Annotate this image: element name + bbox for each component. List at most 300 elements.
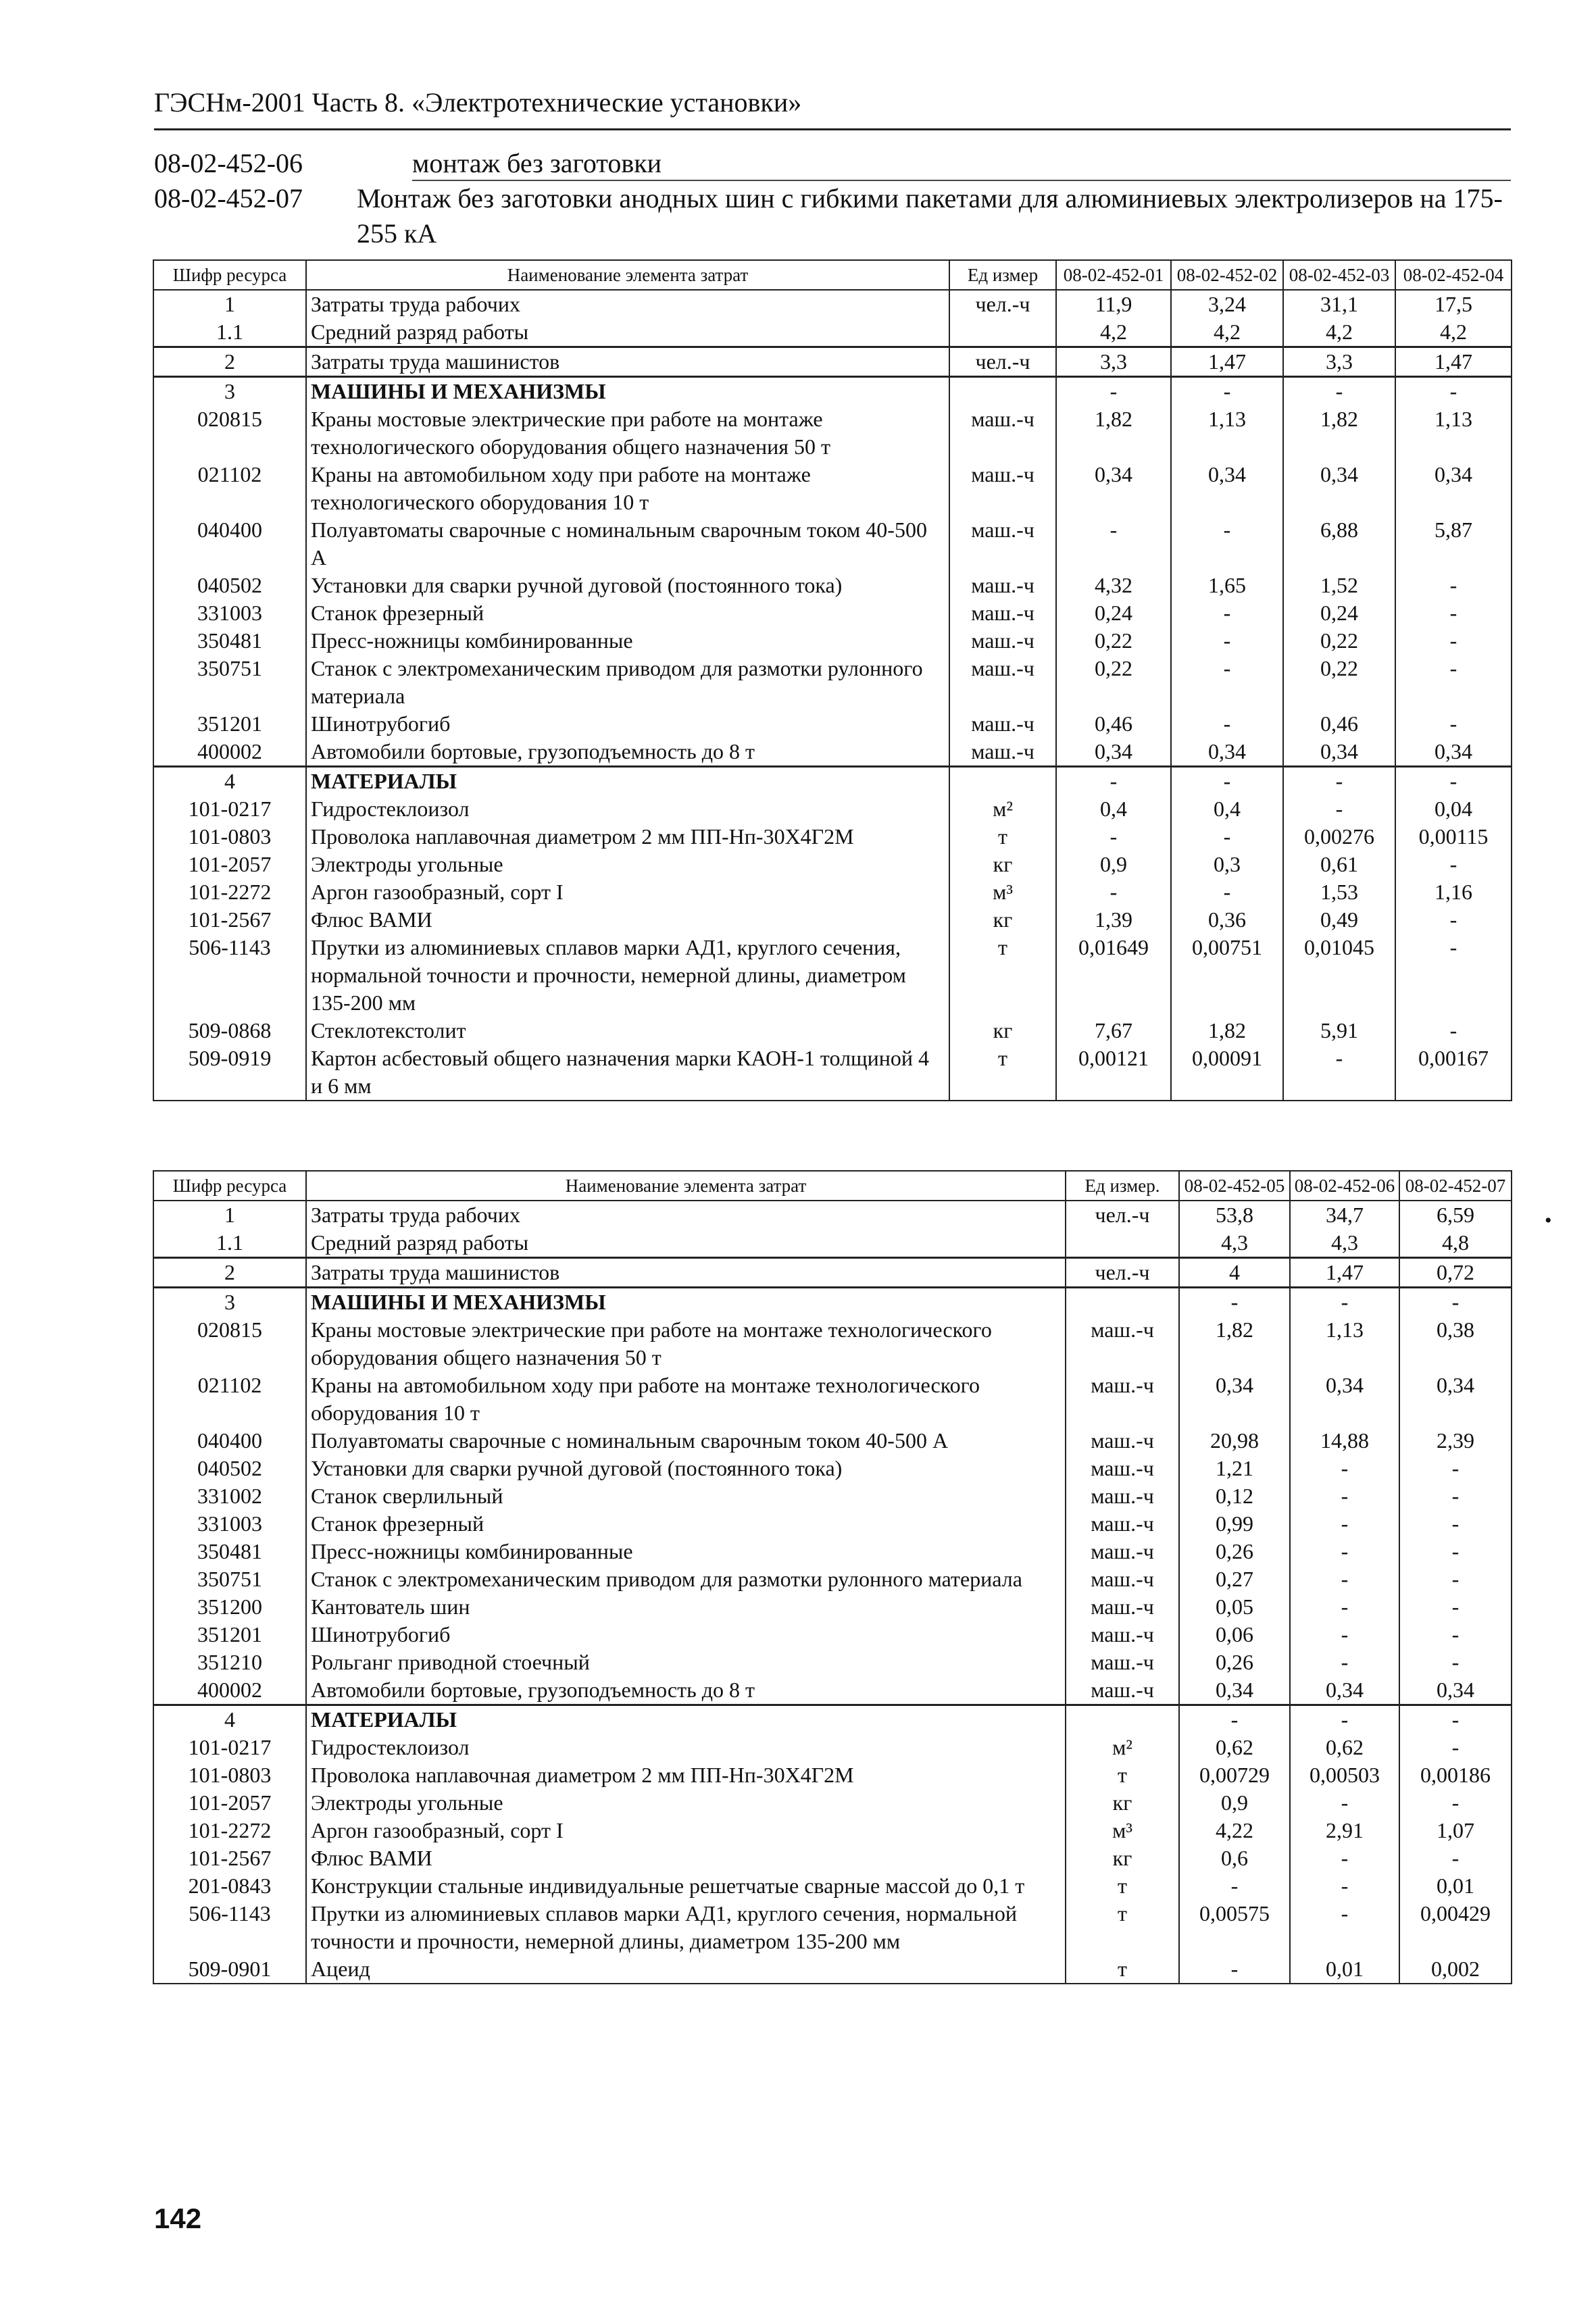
unit: т [949, 934, 1056, 1017]
value-cell: - [1395, 627, 1512, 655]
resource-name: Электроды угольные [306, 851, 949, 878]
value-cell: - [1399, 1510, 1512, 1538]
unit: маш.-ч [949, 627, 1056, 655]
resource-code: 101-2057 [153, 1789, 306, 1817]
resource-code: 2 [153, 347, 306, 377]
resource-name: Установки для сварки ручной дуговой (постоянного тока) [306, 1455, 1066, 1482]
table-row [153, 1258, 1512, 1288]
value-cell: - [1399, 1705, 1512, 1734]
value-cell: - [1399, 1455, 1512, 1482]
column-header: Шифр ресурса [153, 1171, 306, 1201]
value-cell: 1,82 [1179, 1316, 1290, 1372]
value-cell: 20,98 [1179, 1427, 1290, 1455]
value-cell: 0,34 [1395, 738, 1512, 767]
value-cell: 0,22 [1283, 655, 1395, 710]
resource-name: Гидростеклоизол [306, 795, 949, 823]
value-cell: 0,12 [1179, 1482, 1290, 1510]
resource-name: Картон асбестовый общего назначения марки КАОН-1 толщиной 4 и 6 мм [306, 1045, 949, 1101]
value-cell: 0,99 [1179, 1510, 1290, 1538]
column-header: Ед измер. [1066, 1171, 1179, 1201]
value-cell: 11,9 [1056, 290, 1171, 318]
value-cell: 0,05 [1179, 1593, 1290, 1621]
resource-name: Флюс ВАМИ [306, 906, 949, 934]
unit: т [1066, 1761, 1179, 1789]
unit: маш.-ч [1066, 1593, 1179, 1621]
value-cell: 0,6 [1179, 1844, 1290, 1872]
table-row [153, 851, 1512, 878]
unit: м³ [1066, 1817, 1179, 1844]
resource-name: Полуавтоматы сварочные с номинальным сварочным током 40-500 А [306, 516, 949, 572]
value-cell: 1,13 [1290, 1316, 1399, 1372]
unit: маш.-ч [949, 461, 1056, 516]
value-cell: 3,3 [1283, 347, 1395, 377]
resource-name: Прутки из алюминиевых сплавов марки АД1, круглого сечения, нормальной точности и прочности, немерной длины, диаметром 135-200 мм [306, 1900, 1066, 1955]
value-cell: - [1290, 1482, 1399, 1510]
value-cell: 0,72 [1399, 1258, 1512, 1288]
resource-name: Затраты труда машинистов [306, 1258, 1066, 1288]
unit: маш.-ч [1066, 1427, 1179, 1455]
margin-dot: • [1545, 1209, 1552, 1232]
resource-code: 1 [153, 1201, 306, 1229]
unit: т [949, 823, 1056, 851]
table-row [153, 318, 1512, 347]
resource-name: МАШИНЫ И МЕХАНИЗМЫ [306, 1288, 1066, 1317]
value-cell: 14,88 [1290, 1427, 1399, 1455]
resource-code: 101-2057 [153, 851, 306, 878]
unit: т [1066, 1955, 1179, 1984]
value-cell: - [1171, 710, 1283, 738]
resource-code: 101-0217 [153, 795, 306, 823]
value-cell: 0,00186 [1399, 1761, 1512, 1789]
resource-code: 040502 [153, 572, 306, 599]
column-header: 08-02-452-06 [1290, 1171, 1399, 1201]
resource-code: 040400 [153, 516, 306, 572]
value-cell: 0,00751 [1171, 934, 1283, 1017]
value-cell: - [1399, 1789, 1512, 1817]
value-cell: - [1179, 1288, 1290, 1317]
value-cell: - [1283, 795, 1395, 823]
table-row [153, 1427, 1512, 1455]
resource-code: 3 [153, 377, 306, 406]
unit: м² [1066, 1734, 1179, 1761]
value-cell: 0,00503 [1290, 1761, 1399, 1789]
value-cell: 6,59 [1399, 1201, 1512, 1229]
value-cell: 1,47 [1395, 347, 1512, 377]
value-cell: - [1171, 655, 1283, 710]
value-cell: - [1399, 1593, 1512, 1621]
value-cell: 1,13 [1395, 405, 1512, 461]
value-cell: 2,91 [1290, 1817, 1399, 1844]
value-cell: - [1171, 823, 1283, 851]
resource-code: 506-1143 [153, 1900, 306, 1955]
unit [949, 767, 1056, 796]
value-cell: 0,00121 [1056, 1045, 1171, 1101]
value-cell: - [1399, 1844, 1512, 1872]
resource-name: Прутки из алюминиевых сплавов марки АД1, круглого сечения, нормальной точности и прочности, немерной длины, диаметром 135-200 мм [306, 934, 949, 1017]
table-row [153, 1482, 1512, 1510]
table-row [153, 934, 1512, 1017]
value-cell: 4,32 [1056, 572, 1171, 599]
value-cell: 0,9 [1179, 1789, 1290, 1817]
value-cell: 1,52 [1283, 572, 1395, 599]
table-row [153, 738, 1512, 767]
value-cell: - [1395, 767, 1512, 796]
value-cell: - [1290, 1565, 1399, 1593]
column-header: 08-02-452-04 [1395, 260, 1512, 290]
table-row [153, 347, 1512, 377]
resource-code: 101-0217 [153, 1734, 306, 1761]
value-cell: 0,01045 [1283, 934, 1395, 1017]
value-cell: 0,00429 [1399, 1900, 1512, 1955]
resource-name: Гидростеклоизол [306, 1734, 1066, 1761]
resource-name: Автомобили бортовые, грузоподъемность до 8 т [306, 1676, 1066, 1705]
value-cell: 4,8 [1399, 1229, 1512, 1258]
unit: чел.-ч [1066, 1201, 1179, 1229]
table-row [153, 823, 1512, 851]
table-row [153, 1455, 1512, 1482]
resource-code: 509-0901 [153, 1955, 306, 1984]
resource-code: 351201 [153, 1621, 306, 1649]
value-cell: 31,1 [1283, 290, 1395, 318]
value-cell: - [1395, 934, 1512, 1017]
value-cell: - [1171, 516, 1283, 572]
resource-name: Средний разряд работы [306, 1229, 1066, 1258]
value-cell: - [1290, 1538, 1399, 1565]
unit: маш.-ч [1066, 1538, 1179, 1565]
resource-name: Станок с электромеханическим приводом для размотки рулонного материала [306, 1565, 1066, 1593]
table-row [153, 1288, 1512, 1317]
value-cell: 1,65 [1171, 572, 1283, 599]
value-cell: 0,34 [1056, 461, 1171, 516]
resource-name: Затраты труда машинистов [306, 347, 949, 377]
value-cell: 0,3 [1171, 851, 1283, 878]
resource-name: Полуавтоматы сварочные с номинальным сварочным током 40-500 А [306, 1427, 1066, 1455]
value-cell: - [1399, 1621, 1512, 1649]
table-row [153, 878, 1512, 906]
value-cell: 1,21 [1179, 1455, 1290, 1482]
resource-code: 509-0919 [153, 1045, 306, 1101]
resource-table-2 [153, 1170, 1512, 1984]
resource-code: 101-2567 [153, 1844, 306, 1872]
resource-name: Станок фрезерный [306, 599, 949, 627]
running-header: ГЭСНм-2001 Часть 8. «Электротехнические установки» [154, 87, 802, 118]
resource-code: 040502 [153, 1455, 306, 1482]
table-row [153, 1789, 1512, 1817]
unit: маш.-ч [1066, 1621, 1179, 1649]
value-cell: 5,87 [1395, 516, 1512, 572]
value-cell: - [1399, 1649, 1512, 1676]
resource-code: 331003 [153, 1510, 306, 1538]
value-cell: - [1399, 1482, 1512, 1510]
value-cell: 4 [1179, 1258, 1290, 1288]
value-cell: - [1399, 1565, 1512, 1593]
resource-name: Аргон газообразный, сорт I [306, 1817, 1066, 1844]
value-cell: 0,04 [1395, 795, 1512, 823]
value-cell: 1,39 [1056, 906, 1171, 934]
value-cell: 0,34 [1179, 1676, 1290, 1705]
table-row [153, 377, 1512, 406]
table-row [153, 795, 1512, 823]
table-row [153, 1017, 1512, 1045]
resource-code: 101-0803 [153, 823, 306, 851]
unit: кг [1066, 1789, 1179, 1817]
resource-name: МАТЕРИАЛЫ [306, 767, 949, 796]
page-number: 142 [154, 2203, 202, 2234]
value-cell: - [1283, 1045, 1395, 1101]
value-cell: 1,82 [1283, 405, 1395, 461]
column-header: Шифр ресурса [153, 260, 306, 290]
value-cell: - [1290, 1649, 1399, 1676]
value-cell: - [1395, 377, 1512, 406]
value-cell: 3,3 [1056, 347, 1171, 377]
value-cell: 0,62 [1179, 1734, 1290, 1761]
unit: маш.-ч [1066, 1372, 1179, 1427]
value-cell: 0,24 [1283, 599, 1395, 627]
value-cell: 0,34 [1179, 1372, 1290, 1427]
value-cell: - [1171, 878, 1283, 906]
description-list [357, 146, 1519, 251]
value-cell: 2,39 [1399, 1427, 1512, 1455]
table-row [153, 1872, 1512, 1900]
column-header: 08-02-452-02 [1171, 260, 1283, 290]
unit: маш.-ч [949, 572, 1056, 599]
value-cell: 0,34 [1171, 738, 1283, 767]
table-row [153, 1844, 1512, 1872]
column-header: 08-02-452-01 [1056, 260, 1171, 290]
unit [949, 377, 1056, 406]
table-row [153, 767, 1512, 796]
value-cell: 0,46 [1056, 710, 1171, 738]
resource-code: 351200 [153, 1593, 306, 1621]
value-cell: - [1395, 906, 1512, 934]
resource-name: Станок фрезерный [306, 1510, 1066, 1538]
column-header: 08-02-452-05 [1179, 1171, 1290, 1201]
code-list [154, 146, 303, 216]
resource-code: 331002 [153, 1482, 306, 1510]
table-row [153, 572, 1512, 599]
unit: маш.-ч [1066, 1649, 1179, 1676]
value-cell: - [1395, 851, 1512, 878]
value-cell: - [1290, 1455, 1399, 1482]
table-row [153, 1955, 1512, 1984]
value-cell: 0,22 [1056, 627, 1171, 655]
resource-name: Шинотрубогиб [306, 710, 949, 738]
table-row [153, 1676, 1512, 1705]
unit: маш.-ч [1066, 1316, 1179, 1372]
resource-name: МАШИНЫ И МЕХАНИЗМЫ [306, 377, 949, 406]
unit [949, 318, 1056, 347]
resource-code: 350481 [153, 1538, 306, 1565]
resource-name: Рольганг приводной стоечный [306, 1649, 1066, 1676]
value-cell: 3,24 [1171, 290, 1283, 318]
unit: маш.-ч [949, 599, 1056, 627]
value-cell: 0,00091 [1171, 1045, 1283, 1101]
column-header: 08-02-452-07 [1399, 1171, 1512, 1201]
value-cell: - [1290, 1593, 1399, 1621]
resource-code: 351210 [153, 1649, 306, 1676]
value-cell: - [1283, 767, 1395, 796]
unit: чел.-ч [949, 347, 1056, 377]
table-row [153, 1229, 1512, 1258]
resource-code: 350751 [153, 655, 306, 710]
value-cell: 0,01 [1399, 1872, 1512, 1900]
value-cell: 53,8 [1179, 1201, 1290, 1229]
value-cell: 0,00276 [1283, 823, 1395, 851]
value-cell: 0,34 [1290, 1372, 1399, 1427]
value-cell: - [1290, 1844, 1399, 1872]
value-cell: 0,4 [1171, 795, 1283, 823]
value-cell: 1,53 [1283, 878, 1395, 906]
unit: кг [1066, 1844, 1179, 1872]
table-row [153, 655, 1512, 710]
value-cell: 1,82 [1056, 405, 1171, 461]
resource-name: Краны на автомобильном ходу при работе на монтаже технологического оборудования 10 т [306, 1372, 1066, 1427]
value-cell: 0,34 [1395, 461, 1512, 516]
value-cell: - [1056, 878, 1171, 906]
unit: чел.-ч [1066, 1258, 1179, 1288]
table-row [153, 516, 1512, 572]
value-cell: 0,26 [1179, 1649, 1290, 1676]
resource-name: МАТЕРИАЛЫ [306, 1705, 1066, 1734]
table-row [153, 1817, 1512, 1844]
value-cell: 0,01649 [1056, 934, 1171, 1017]
resource-name: Затраты труда рабочих [306, 1201, 1066, 1229]
resource-name: Пресс-ножницы комбинированные [306, 1538, 1066, 1565]
resource-name: Аргон газообразный, сорт I [306, 878, 949, 906]
resource-name: Краны на автомобильном ходу при работе на монтаже технологического оборудования 10 т [306, 461, 949, 516]
resource-code: 3 [153, 1288, 306, 1317]
value-cell: 1,16 [1395, 878, 1512, 906]
column-header: Наименование элемента затрат [306, 260, 949, 290]
resource-code: 020815 [153, 1316, 306, 1372]
value-cell: 0,01 [1290, 1955, 1399, 1984]
value-cell: 0,002 [1399, 1955, 1512, 1984]
value-cell: - [1399, 1288, 1512, 1317]
value-cell: 0,34 [1399, 1676, 1512, 1705]
sub-rule [412, 180, 1511, 181]
unit: кг [949, 1017, 1056, 1045]
table-row [153, 1538, 1512, 1565]
value-cell: - [1056, 823, 1171, 851]
resource-code: 201-0843 [153, 1872, 306, 1900]
resource-name: Проволока наплавочная диаметром 2 мм ПП-Нп-30Х4Г2М [306, 823, 949, 851]
table-row [153, 1734, 1512, 1761]
value-cell: 6,88 [1283, 516, 1395, 572]
value-cell: 0,61 [1283, 851, 1395, 878]
value-cell: 1,82 [1171, 1017, 1283, 1045]
value-cell: 0,34 [1056, 738, 1171, 767]
value-cell: - [1395, 572, 1512, 599]
value-cell: 0,22 [1283, 627, 1395, 655]
resource-name: Станок сверлильный [306, 1482, 1066, 1510]
resource-code: 101-2567 [153, 906, 306, 934]
unit: т [1066, 1872, 1179, 1900]
value-cell: 0,27 [1179, 1565, 1290, 1593]
value-cell: 0,00575 [1179, 1900, 1290, 1955]
value-cell: 1,47 [1290, 1258, 1399, 1288]
table-row [153, 1621, 1512, 1649]
value-cell: 4,22 [1179, 1817, 1290, 1844]
unit: маш.-ч [949, 738, 1056, 767]
resource-name: Установки для сварки ручной дуговой (постоянного тока) [306, 572, 949, 599]
value-cell: 5,91 [1283, 1017, 1395, 1045]
resource-name: Конструкции стальные индивидуальные решетчатые сварные массой до 0,1 т [306, 1872, 1066, 1900]
description-item: монтаж без заготовки [412, 148, 662, 178]
value-cell: 4,2 [1171, 318, 1283, 347]
value-cell: - [1399, 1538, 1512, 1565]
column-header: Наименование элемента затрат [306, 1171, 1066, 1201]
resource-table-1 [153, 259, 1512, 1101]
resource-code: 101-2272 [153, 1817, 306, 1844]
value-cell: - [1171, 767, 1283, 796]
value-cell: - [1056, 516, 1171, 572]
value-cell: - [1171, 627, 1283, 655]
table-row [153, 1900, 1512, 1955]
resource-name: Кантователь шин [306, 1593, 1066, 1621]
table-row [153, 1045, 1512, 1101]
table-row [153, 405, 1512, 461]
table-row [153, 906, 1512, 934]
value-cell: - [1179, 1872, 1290, 1900]
value-cell: - [1290, 1510, 1399, 1538]
table-row [153, 1316, 1512, 1372]
resource-code: 1.1 [153, 318, 306, 347]
value-cell: - [1171, 377, 1283, 406]
value-cell: 4,2 [1056, 318, 1171, 347]
value-cell: 4,3 [1290, 1229, 1399, 1258]
unit: маш.-ч [1066, 1676, 1179, 1705]
table-row [153, 461, 1512, 516]
resource-name: Краны мостовые электрические при работе на монтаже технологического оборудования общего назначения 50 т [306, 405, 949, 461]
unit: маш.-ч [949, 516, 1056, 572]
value-cell: - [1290, 1872, 1399, 1900]
table-row [153, 1761, 1512, 1789]
value-cell: - [1290, 1705, 1399, 1734]
value-cell: - [1395, 1017, 1512, 1045]
table-row [153, 1593, 1512, 1621]
value-cell: - [1290, 1621, 1399, 1649]
table-row [153, 627, 1512, 655]
table-row [153, 1372, 1512, 1427]
resource-code: 4 [153, 767, 306, 796]
value-cell: - [1290, 1288, 1399, 1317]
resource-code: 350751 [153, 1565, 306, 1593]
unit: маш.-ч [949, 655, 1056, 710]
value-cell: 0,49 [1283, 906, 1395, 934]
value-cell: 4,2 [1395, 318, 1512, 347]
value-cell: - [1283, 377, 1395, 406]
unit: т [949, 1045, 1056, 1101]
value-cell: 0,00115 [1395, 823, 1512, 851]
resource-code: 400002 [153, 1676, 306, 1705]
value-cell: - [1056, 377, 1171, 406]
value-cell: 1,47 [1171, 347, 1283, 377]
unit: маш.-ч [1066, 1565, 1179, 1593]
unit: кг [949, 906, 1056, 934]
resource-code: 331003 [153, 599, 306, 627]
table-row [153, 710, 1512, 738]
unit: маш.-ч [949, 405, 1056, 461]
value-cell: - [1395, 655, 1512, 710]
resource-name: Электроды угольные [306, 1789, 1066, 1817]
value-cell: 0,62 [1290, 1734, 1399, 1761]
description-item: Монтаж без заготовки анодных шин с гибкими пакетами для алюминиевых электролизеров на 175-255 кА [357, 183, 1503, 249]
resource-name: Автомобили бортовые, грузоподъемность до 8 т [306, 738, 949, 767]
resource-name: Краны мостовые электрические при работе на монтаже технологического оборудования общего назначения 50 т [306, 1316, 1066, 1372]
value-cell: - [1399, 1734, 1512, 1761]
resource-code: 2 [153, 1258, 306, 1288]
value-cell: 0,46 [1283, 710, 1395, 738]
